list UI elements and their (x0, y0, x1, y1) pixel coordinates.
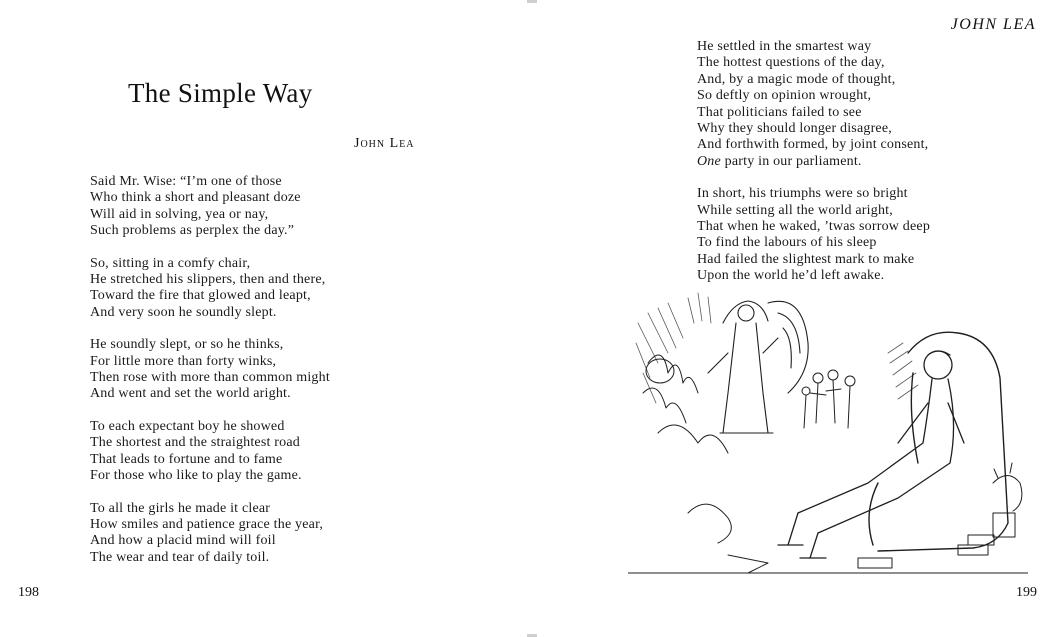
poem-line: Who think a short and pleasant doze (90, 190, 301, 206)
italic-word: One (697, 153, 721, 169)
poem-title: The Simple Way (128, 78, 313, 108)
poem-right-column (697, 39, 930, 301)
armchair (869, 332, 1008, 551)
poem-line: And how a placid mind will foil (90, 533, 276, 549)
poem-line: And went and set the world aright. (90, 386, 291, 402)
poem-line: And, by a magic mode of thought, (697, 71, 896, 87)
fireplace-flames (643, 355, 728, 453)
poem-line: That when he waked, ’twas sorrow deep (697, 219, 931, 235)
running-head: JOHN LEA (950, 16, 1036, 33)
poem-line: Toward the fire that glowed and leapt, (90, 288, 311, 304)
poem-line: He settled in the smartest way (697, 39, 872, 54)
crowd-figures (802, 370, 855, 428)
stanza (90, 337, 330, 403)
stanza (90, 501, 330, 567)
sleeping-man-in-armchair-illustration (628, 283, 1028, 583)
stanza (90, 419, 330, 485)
right-page (532, 0, 1064, 637)
poem-line: That politicians failed to see (697, 104, 862, 120)
poem-line: The shortest and the straightest road (90, 435, 300, 451)
poem-line: While setting all the world aright, (697, 202, 893, 218)
poem-line: How smiles and patience grace the year, (90, 516, 324, 532)
books-on-floor (628, 504, 1028, 573)
poem-line: Such problems as perplex the day.” (90, 223, 295, 239)
poem-line: To each expectant boy he showed (90, 418, 285, 434)
poem-line: To all the girls he made it clear (90, 500, 271, 516)
stanza (697, 186, 930, 284)
illustration-svg (628, 283, 1028, 583)
stanza (90, 174, 330, 240)
poem-line: Then rose with more than common might (90, 370, 330, 386)
poem-line: Why they should longer disagree, (697, 121, 892, 137)
poem-line: He stretched his slippers, then and there, (90, 272, 326, 288)
poem-line: Upon the world he’d left awake. (697, 268, 885, 284)
background-hatching (636, 293, 918, 403)
poem-line: To find the labours of his sleep (697, 235, 877, 251)
dream-figure (708, 301, 808, 433)
sleeping-man (778, 351, 964, 558)
page-number-right: 199 (1016, 585, 1037, 600)
poem-line: That leads to fortune and to fame (90, 451, 283, 467)
poem-line: And very soon he soundly slept. (90, 304, 277, 320)
poem-line: He soundly slept, or so he thinks, (90, 337, 284, 353)
poem-line (697, 154, 930, 170)
poem-line: For little more than forty winks, (90, 353, 277, 369)
poem-line: For those who like to play the game. (90, 468, 302, 484)
poem-line: The hottest questions of the day, (697, 55, 885, 71)
poem-line: Had failed the slightest mark to make (697, 251, 915, 267)
poem-line: Will aid in solving, yea or nay, (90, 206, 269, 222)
stanza (697, 39, 930, 170)
page-number-left: 198 (18, 585, 39, 600)
poem-left-column (90, 174, 330, 582)
poem-line-rest: party in our parliament. (720, 153, 862, 169)
stanza (90, 256, 330, 322)
poem-line: The wear and tear of daily toil. (90, 549, 270, 565)
poem-author: John Lea (354, 136, 415, 151)
poem-line: Said Mr. Wise: “I’m one of those (90, 174, 282, 189)
poem-line: So, sitting in a comfy chair, (90, 255, 251, 271)
poem-line: So deftly on opinion wrought, (697, 88, 872, 104)
poem-line: In short, his triumphs were so bright (697, 186, 908, 202)
poem-line: And forthwith formed, by joint consent, (697, 137, 929, 153)
